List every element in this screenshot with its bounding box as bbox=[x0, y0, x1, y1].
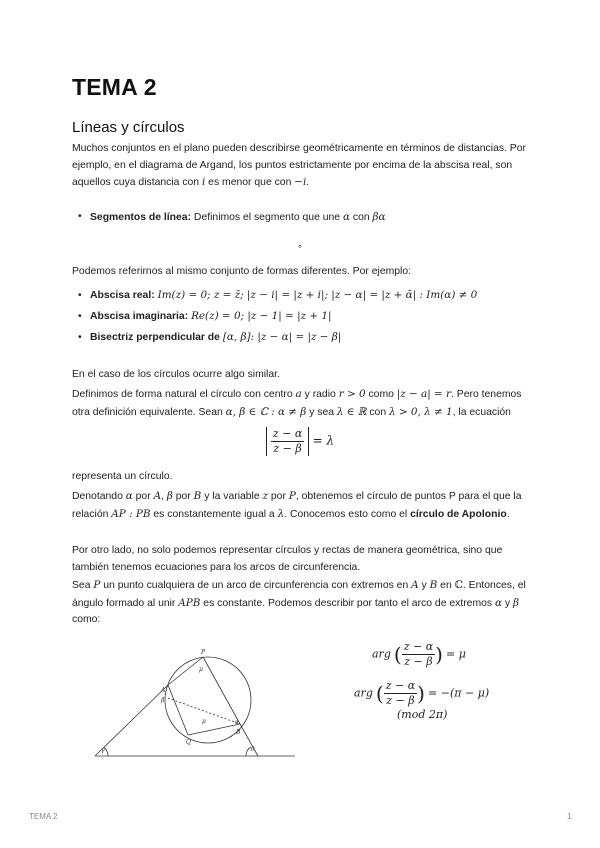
line-p-a bbox=[168, 657, 203, 685]
page-title: TEMA 2 bbox=[72, 74, 157, 100]
label-theta: θ bbox=[251, 746, 255, 753]
label-mu-mid: μ bbox=[202, 718, 206, 725]
circles-definition: Definimos de forma natural el círculo con centro a y radio r > 0 como |z − a| = r. Pero tenemos otra definición equivalente. Sean α, β ∈ ℂ : α ≠ β y sea λ ∈ ℝ con λ > 0, λ ≠ 1, la ecuación bbox=[72, 388, 522, 418]
apolonio-equation: $\frac{z - \alpha}{z - \beta}$ = λ bbox=[72, 427, 528, 456]
intro-paragraph: Muchos conjuntos en el plano pueden describirse geométricamente en términos de distancias. Por ejemplo, en el diagrama de Argand, los puntos estrictamente por encima de la abscisa real, son aquellos cuya distancia con i es menor que con −i. bbox=[72, 143, 526, 188]
list-item: • Abscisa real: Im(z) = 0; z = z̄; |z − i| = |z + i|; |z − α| = |z + ᾱ| : Im(α) ≠ 0 bbox=[72, 285, 528, 306]
mod-text: (mod 2π) bbox=[397, 708, 448, 721]
represents-text: representa un círculo. bbox=[72, 471, 173, 482]
footer-left: TEMA 2 bbox=[29, 812, 58, 821]
label-a: A bbox=[161, 687, 166, 694]
page-number: 1 bbox=[567, 812, 572, 821]
arcs-paragraph-1: Por otro lado, no solo podemos representar círculos y rectas de manera geométrica, sino que también tenemos ecuaciones para los arcos de circunferencia. bbox=[72, 545, 503, 573]
line-left bbox=[95, 685, 168, 756]
list-item: • Bisectriz perpendicular de [α, β]: |z − α| = |z − β| bbox=[72, 327, 528, 348]
list-item: • Abscisa imaginaria: Re(z) = 0; |z − 1| = |z + 1| bbox=[72, 306, 528, 327]
apolonio-paragraph: Denotando α por A, β por B y la variable z por P, obtenemos el círculo de puntos P para el que la relación AP : PB es constantemente igual a λ. Conocemos esto como el círculo de Apolonio. bbox=[72, 490, 522, 520]
arg-equation-2: arg ( $\frac{z - \alpha}{z - \beta}$ ) = −(π − μ) bbox=[354, 679, 490, 707]
section-heading: Líneas y círculos bbox=[72, 119, 185, 136]
angle-arc-left bbox=[104, 747, 108, 756]
forms-list bbox=[72, 285, 528, 348]
label-p: P bbox=[201, 649, 206, 656]
line-p-b bbox=[203, 657, 240, 724]
segment-list bbox=[72, 209, 528, 227]
line-a-q bbox=[168, 685, 188, 735]
forms-intro: Podemos referirnos al mismo conjunto de formas diferentes. Por ejemplo: bbox=[72, 266, 412, 277]
list-item: • Segmentos de línea: Definimos el segmento que une α con βα bbox=[72, 209, 528, 227]
label-mu-top: μ bbox=[199, 666, 203, 673]
label-b: B bbox=[236, 729, 241, 736]
line-b-base bbox=[240, 724, 258, 756]
circles-line1: En el caso de los círculos ocurre algo similar. bbox=[72, 369, 280, 380]
label-alpha: α bbox=[235, 719, 240, 726]
line-q-b bbox=[188, 724, 240, 735]
small-mark: ∘ bbox=[297, 241, 303, 251]
label-q: Q bbox=[186, 739, 191, 746]
label-gamma: γ bbox=[101, 747, 105, 754]
arc-figure bbox=[90, 640, 300, 765]
arg-equation-1: arg ( $\frac{z - \alpha}{z - \beta}$ ) = μ bbox=[372, 640, 466, 668]
label-beta: β bbox=[161, 697, 165, 704]
arcs-paragraph-2: Sea P un punto cualquiera de un arco de circunferencia con extremos en A y B en ℂ. Entonces, el ángulo formado al unir APB es constante. Podemos describir por tanto el arco de extremos α y β como: bbox=[72, 579, 526, 625]
